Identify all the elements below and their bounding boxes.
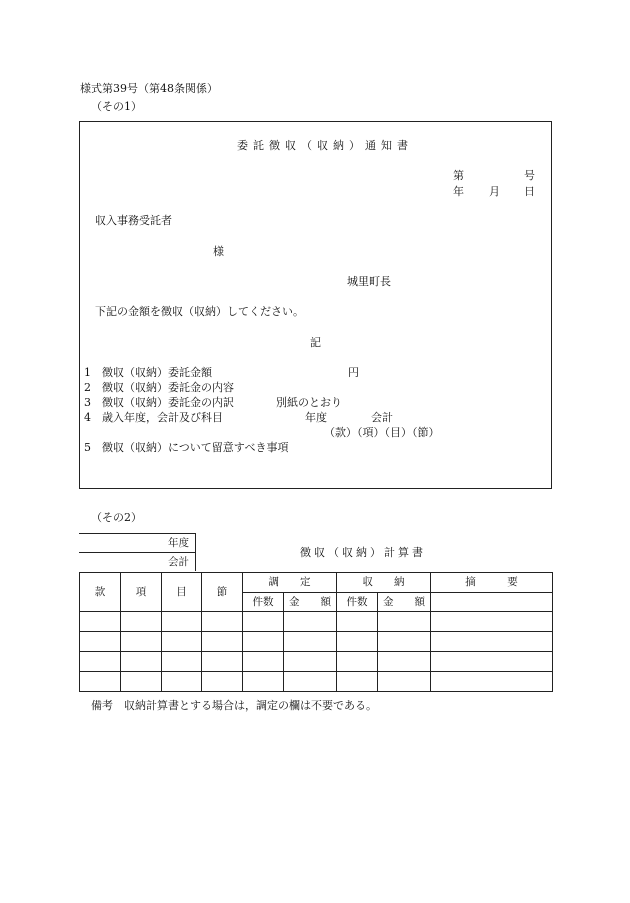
table-cell[interactable] — [243, 672, 284, 692]
table-cell[interactable] — [202, 652, 243, 672]
item-3-num: 3 — [84, 396, 91, 409]
kaikei-cell — [79, 552, 196, 571]
nendo-label: 年度 — [168, 537, 189, 549]
table-cell[interactable] — [431, 672, 553, 692]
col-shuno-kingaku: 金 額 — [378, 593, 431, 612]
table-cell[interactable] — [378, 652, 431, 672]
sender: 城里町長 — [347, 275, 391, 288]
date-year: 年 — [453, 185, 464, 198]
col-shuno: 収 納 — [337, 573, 431, 593]
table-cell[interactable] — [121, 632, 162, 652]
table-cell[interactable] — [284, 652, 337, 672]
table-row — [80, 612, 553, 632]
table-cell[interactable] — [202, 632, 243, 652]
table-cell[interactable] — [431, 632, 553, 652]
table-cell[interactable] — [80, 652, 121, 672]
item-4-value: 年度 — [305, 411, 327, 424]
table-cell[interactable] — [284, 672, 337, 692]
item-5-label: 徴収（収納）について留意すべき事項 — [102, 441, 289, 454]
item-4-label: 歳入年度，会計及び科目 — [102, 411, 223, 424]
item-4-value3: （款）（項）（目）（節） — [324, 426, 440, 439]
table-cell[interactable] — [80, 672, 121, 692]
table-cell[interactable] — [80, 612, 121, 632]
table-cell[interactable] — [121, 652, 162, 672]
date-month: 月 — [489, 185, 500, 198]
col-tekiyo: 摘 要 — [431, 573, 553, 593]
table-cell[interactable] — [243, 632, 284, 652]
table-cell[interactable] — [162, 672, 202, 692]
item-4-value2: 会計 — [371, 411, 393, 424]
table-row — [80, 672, 553, 692]
table-cell[interactable] — [337, 632, 378, 652]
item-2-label: 徴収（収納）委託金の内容 — [102, 381, 234, 394]
number-suffix: 号 — [524, 169, 535, 182]
recipient: 収入事務受託者 — [95, 214, 172, 227]
table-cell[interactable] — [243, 612, 284, 632]
notice-title: 委託徴収（収納）通知書 — [237, 139, 413, 152]
kaikei-label: 会計 — [168, 556, 189, 568]
table-row — [80, 652, 553, 672]
table-row — [80, 632, 553, 652]
part2-label: （その2） — [91, 511, 142, 524]
honorific: 様 — [213, 245, 224, 258]
item-2-num: 2 — [84, 381, 91, 394]
instruction: 下記の金額を徴収（収納）してください。 — [95, 305, 304, 318]
table-cell[interactable] — [80, 632, 121, 652]
table-cell[interactable] — [243, 652, 284, 672]
col-shuno-kensu: 件数 — [337, 593, 378, 612]
table-cell[interactable] — [121, 612, 162, 632]
item-5-num: 5 — [84, 441, 91, 454]
table-cell[interactable] — [378, 612, 431, 632]
item-3-label: 徴収（収納）委託金の内訳 — [102, 396, 234, 409]
table-cell[interactable] — [337, 612, 378, 632]
table-cell[interactable] — [162, 652, 202, 672]
col-setsu: 節 — [202, 573, 243, 612]
table-cell[interactable] — [378, 672, 431, 692]
nendo-cell — [79, 533, 196, 552]
number-prefix: 第 — [453, 169, 464, 182]
table-cell[interactable] — [121, 672, 162, 692]
col-kou: 項 — [121, 573, 162, 612]
fiscal-meta-cells — [79, 533, 196, 572]
col-tekiyo-sub — [431, 593, 553, 612]
item-1-value: 円 — [348, 366, 359, 379]
part1-label: （その1） — [91, 100, 142, 113]
col-chotei-kensu: 件数 — [243, 593, 284, 612]
item-1-label: 徴収（収納）委託金額 — [102, 366, 212, 379]
date-day: 日 — [524, 185, 535, 198]
table-cell[interactable] — [202, 672, 243, 692]
col-chotei: 調 定 — [243, 573, 337, 593]
table-cell[interactable] — [284, 612, 337, 632]
remarks-note: 備考 収納計算書とする場合は，調定の欄は不要である。 — [91, 699, 377, 712]
item-1-num: 1 — [84, 366, 91, 379]
table-cell[interactable] — [284, 632, 337, 652]
calc-title: 徴収（収納）計算書 — [300, 546, 426, 559]
table-cell[interactable] — [431, 612, 553, 632]
form-label: 様式第39号（第48条関係） — [80, 82, 218, 95]
col-chotei-kingaku: 金 額 — [284, 593, 337, 612]
col-kan: 款 — [80, 573, 121, 612]
table-cell[interactable] — [337, 652, 378, 672]
item-4-num: 4 — [84, 411, 91, 424]
table-cell[interactable] — [431, 652, 553, 672]
ki-mark: 記 — [310, 336, 321, 349]
table-cell[interactable] — [378, 632, 431, 652]
table-cell[interactable] — [337, 672, 378, 692]
table-cell[interactable] — [162, 632, 202, 652]
header-row — [80, 573, 553, 593]
item-3-value: 別紙のとおり — [276, 396, 342, 409]
calc-table — [79, 572, 553, 692]
table-cell[interactable] — [202, 612, 243, 632]
col-moku: 目 — [162, 573, 202, 612]
table-cell[interactable] — [162, 612, 202, 632]
